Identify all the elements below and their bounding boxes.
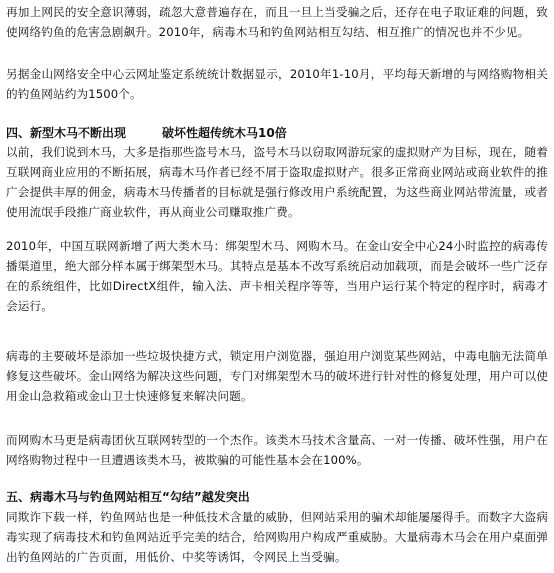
paragraph-shopping-trojan: 而网购木马更是病毒团伙互联网转型的一个杰作。该类木马技术含量高、一对一传播、破坏性强，用户在网络购物过程中一旦遭遇该类木马，被欺骗的可能性基本会在100%。 bbox=[6, 433, 548, 467]
paragraph-phishing-stats: 另据金山网络安全中心云网址鉴定系统统计数据显示，2010年1-10月，平均每天新增的与网络购物相关的钓鱼网站约为1500个。 bbox=[6, 67, 548, 101]
paragraph-trojan-history: 以前，我们说到木马，大多是指那些盗号木马，盗号木马以窃取网游玩家的虚拟财产为目标，现在，随着互联网商业应用的不断拓展，病毒木马作者已经不屑于盗取虚拟财产。很多正常商业网站或商业软件的推广会提供丰厚的佣金，病毒木马传播者的目标就是强行修改用户系统配置，为这些商业网站带流量，或者使用流氓手段推广商业软件，再从商业公司赚取推广费。 bbox=[6, 145, 548, 219]
paragraph-trojan-types: 2010年，中国互联网新增了两大类木马：绑架型木马、网购木马。在金山安全中心24小时监控的病毒传播渠道里，绝大部分样本属于绑架型木马。其特点是基本不改写系统启动加载项，而是会破坏一些广泛存在的系统组件，比如DirectX组件，输入法、声卡相关程序等等，当用户运行某个特定的程序时，病毒才会运行。 bbox=[6, 239, 548, 313]
paragraph-phishing-collusion: 同欺诈下载一样，钓鱼网站也是一种低技术含量的威胁，但网站采用的骗术却能屡屡得手。而数字大盗病毒实现了病毒技术和钓鱼网站近乎完美的结合，给网购用户构成严重威胁。大量病毒木马会在用户桌面弹出钓鱼网站的广告页面，用低价、中奖等诱饵，令网民上当受骗。 bbox=[6, 510, 548, 564]
paragraph-trojan-damage: 病毒的主要破坏是添加一些垃圾快捷方式，锁定用户浏览器，强迫用户浏览某些网站，中毒电脑无法简单修复这些破坏。金山网络为解决这些问题，专门对绑架型木马的破坏进行针对性的修复处理，用户可以使用金山急救箱或金山卫士快速修复来解决问题。 bbox=[6, 349, 548, 403]
section-heading-5: 五、病毒木马与钓鱼网站相互“勾结”越发突出 bbox=[6, 490, 250, 504]
section-heading-4 bbox=[6, 124, 548, 142]
section-heading-4-subtitle: 破坏性超传统木马10倍 bbox=[162, 126, 287, 140]
section-heading-4-title: 四、新型木马不断出现 bbox=[6, 126, 127, 140]
paragraph-phishing-intro: 再加上网民的安全意识薄弱，疏忽大意普遍存在，而且一旦上当受骗之后，还存在电子取证难的问题，致使网络钓鱼的危害急剧飙升。2010年，病毒木马和钓鱼网站相互勾结、相互推广的情况也并不少见。 bbox=[6, 5, 548, 39]
